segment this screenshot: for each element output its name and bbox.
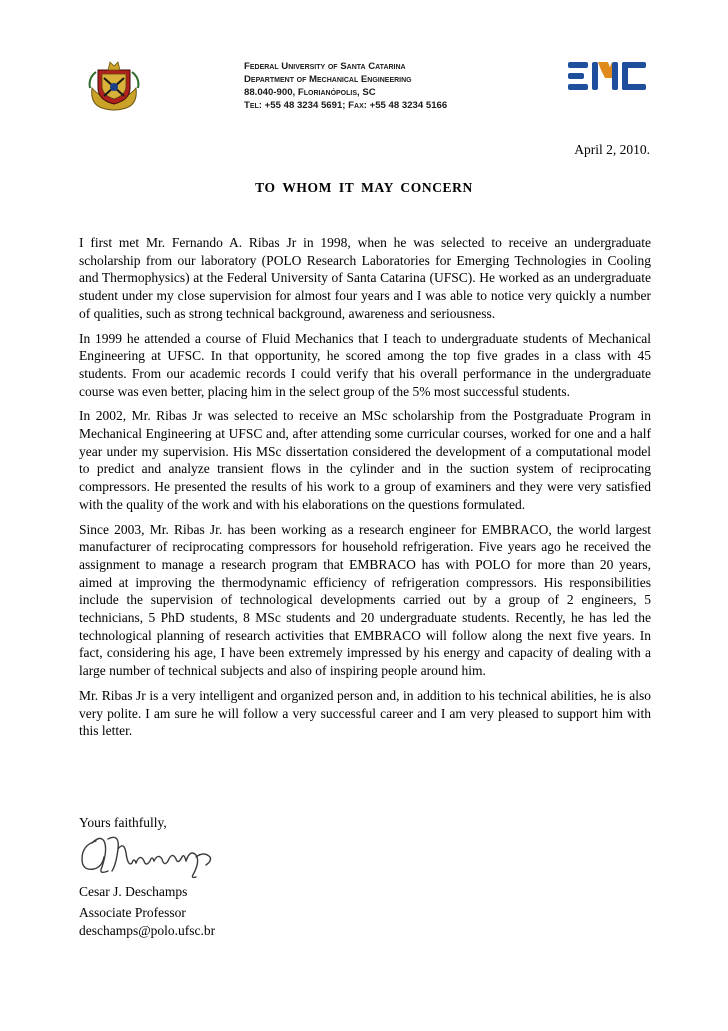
body-paragraph: In 1999 he attended a course of Fluid Mechanics that I teach to undergraduate students of Mechanical Engineering at UFSC. In that opportunity, he scored among the top five grades in a class with 45 students. From our academic records I could verify that his overall performance in the undergraduate course was even better, placing him in the select group of the 5% most successful students. bbox=[79, 330, 651, 399]
salutation-heading: TO WHOM IT MAY CONCERN bbox=[255, 180, 473, 195]
closing-line: Yours faithfully, bbox=[79, 815, 167, 830]
body-paragraph: Mr. Ribas Jr is a very intelligent and organized person and, in addition to his technical abilities, he is also very polite. I am sure he will follow a very successful career and I am very pleased to support him with this letter. bbox=[79, 687, 651, 739]
university-name: Federal University of Santa Catarina bbox=[244, 61, 406, 72]
letter-date: April 2, 2010. bbox=[574, 142, 650, 157]
letterhead bbox=[244, 60, 447, 112]
signer-name: Cesar J. Deschamps bbox=[79, 884, 188, 899]
body-paragraph: In 2002, Mr. Ribas Jr was selected to receive an MSc scholarship from the Postgraduate Program in Mechanical Engineering at UFSC and, after attending some curricular courses, worked for one and a half year under my supervision. His MSc dissertation considered the development of a computational model to predict and analyze transient flows in the cylinder and in the suction system of reciprocating compressors. He presented the results of his work to a group of examiners and they were very satisfied with the quality of the work and with his elaborations on the questions formulated. bbox=[79, 408, 651, 512]
contact-numbers: Tel: +55 48 3234 5691; Fax: +55 48 3234 5166 bbox=[244, 100, 448, 111]
letter-body bbox=[79, 234, 651, 747]
postal-address: 88.040-900, Florianópolis, SC bbox=[244, 87, 376, 98]
signer-title: Associate Professor bbox=[79, 905, 186, 920]
university-crest-logo bbox=[88, 58, 140, 112]
body-paragraph: I first met Mr. Fernando A. Ribas Jr in 1998, when he was selected to receive an undergraduate scholarship from our laboratory (POLO Research Laboratories for Emerging Technologies in Cooling and Thermophysics) at the Federal University of Santa Catarina (UFSC). He worked as an undergraduate student under my close supervision for almost four years and I was able to notice very quickly a number of qualities, such as strong technical background, awareness and seriousness. bbox=[79, 235, 651, 321]
signer-email: deschamps@polo.ufsc.br bbox=[79, 923, 216, 938]
department-name: Department of Mechanical Engineering bbox=[244, 74, 412, 85]
signer-block bbox=[79, 883, 215, 940]
emc-logo bbox=[568, 58, 648, 94]
body-paragraph: Since 2003, Mr. Ribas Jr. has been working as a research engineer for EMBRACO, the world largest manufacturer of reciprocating compressors for household refrigeration. Five years ago he received the assignment to manage a research program that EMBRACO has with POLO for more than 20 years, aimed at improving the thermodynamic efficiency of refrigeration compressors. His responsibilities include the supervision of technological developments carried out by a group of 2 engineers, 5 technicians, 5 PhD students, 8 MSc students and 20 undergraduate students. Recently, he has led the technological planning of research activities that EMBRACO will follow along the next five years. In fact, considering his age, I have been extremely impressed by his energy and capacity of dealing with a large number of technical subjects and also of inspiring people around him. bbox=[79, 521, 651, 679]
handwritten-signature bbox=[74, 827, 224, 883]
